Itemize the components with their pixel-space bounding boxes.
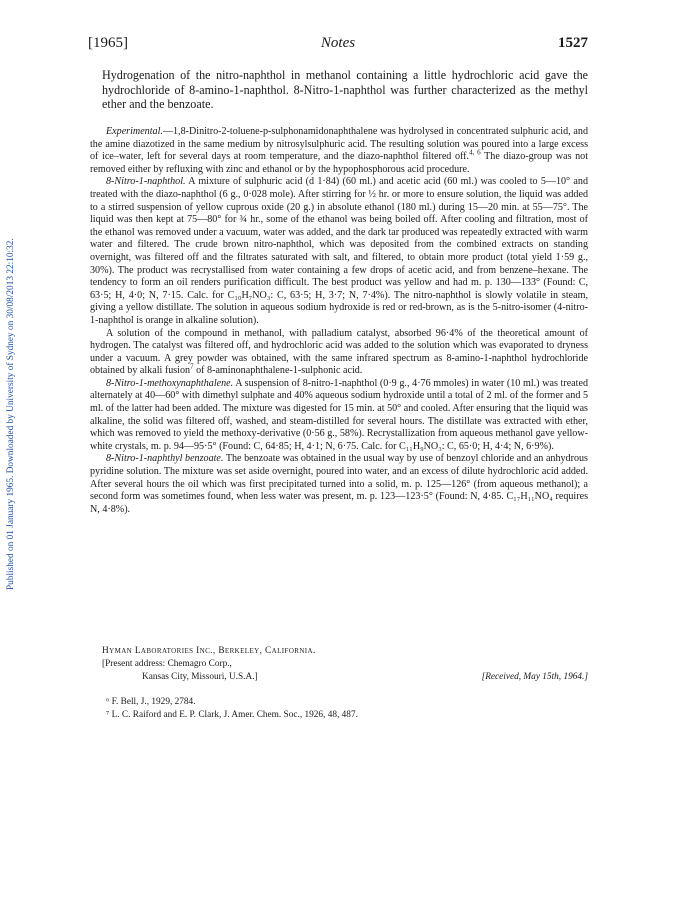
abstract-paragraph: Hydrogenation of the nitro-naphthol in methanol containing a little hydrochloric acid gave the hydrochloride of 8-amino-1-naphthol. 8-Nitro-1-naphthol was further characterized as the methyl ether and the benzoate. (102, 68, 588, 111)
paragraph-label: Experimental. (106, 126, 163, 137)
paragraph-text: —1,8-Dinitro-2-toluene-p-sulphonamidonaphthalene was hydrolysed in concentrated sulphuric acid, and the amine diazotized in the same medium by nitrosylsulphuric acid. The resulting solution was poured into a large excess of ice–water, left for several days at room temperature, and the diazo-naphthol filtered off. (90, 126, 588, 163)
present-address-line: [Present address: Chemagro Corp., (102, 659, 232, 670)
download-note-text: Published on 01 January 1965. Downloaded by University of Sydney on 30/08/2013 22:10:32. (6, 238, 16, 590)
reference-item: ⁶ F. Bell, J., 1929, 2784. (106, 697, 196, 707)
affiliation-block (102, 645, 588, 685)
download-sidebar-note (6, 150, 20, 590)
paragraph-experimental (90, 126, 588, 176)
paragraph-text: of 8-aminonaphthalene-1-sulphonic acid. (193, 365, 363, 377)
header-section-title: Notes (320, 35, 356, 51)
header-year: [1965] (88, 35, 128, 51)
present-address-city: Kansas City, Missouri, U.S.A.] (142, 672, 258, 683)
page-number: 1527 (558, 35, 588, 51)
paragraph-hydrogenation (90, 328, 588, 378)
paragraph-naphthyl-benzoate (90, 453, 588, 516)
paragraph-label: 8-Nitro-1-naphthol. (106, 176, 186, 188)
paragraph-label: 8-Nitro-1-methoxynaphthalene. (106, 377, 234, 389)
paragraph-text: A suspension of 8-nitro-1-naphthol (0·9 g., 4·76 mmoles) in water (10 ml.) was treated alternately at 40—60° with dimethyl sulphate and 40% aqueous sodium hydroxide until a total of 2 ml. of the former and 5 ml. of the latter had been added. The mixture was digested for 15 min. at 50° and cooled. After ensuring that the liquid was alkaline, the solid was filtered off, washed, and steam-distilled for several hours. The distillate was extracted with ether, which was removed to yield the methoxy-derivative (0·56 g., 58%). Recrystallization from aqueous methanol gave yellow-white crystals, m. p. 94—95·5° (Found: C, 64·85; H, 4·1; N, 6·75. Calc. for C₁₁H₉NO₃: C, 65·0; H, 4·4; N, 6·9%). (90, 377, 588, 452)
reference-item: ⁷ L. C. Raiford and E. P. Clark, J. Amer. Chem. Soc., 1926, 48, 487. (106, 709, 358, 720)
references-list (106, 696, 586, 721)
citation-superscript: 7 (190, 362, 194, 371)
paragraph-text: A solution of the compound in methanol, with palladium catalyst, absorbed 96·4% of the theoretical amount of hydrogen. The catalyst was filtered off, and hydrochloric acid was added to the solution which was evaporated to dryness under a vacuum. A grey powder was obtained, with the same infrared spectrum as 8-amino-1-naphthol hydrochloride obtained by alkali fusion (90, 327, 588, 377)
paragraph-text: The diazo-group was not removed either by refluxing with zinc and ethanol or by the hypophosphorous acid procedure. (90, 151, 589, 175)
received-date: [Received, May 15th, 1964.] (481, 672, 588, 683)
paragraph-text: The benzoate was obtained in the usual way by use of benzoyl chloride and an anhydrous pyridine solution. The mixture was set aside overnight, poured into water, and an excess of dilute hydrochloric acid added. After several hours the oil which was first precipitated turned into a solid, m. p. 125—126° (from aqueous methanol); a second form was sometimes found, when less water was present, m. p. 123—123·5° (Found: N, 4·85. C₁₇H₁₁NO₄ requires N, 4·8%). (90, 453, 588, 515)
paragraph-label: 8-Nitro-1-naphthyl benzoate. (106, 453, 224, 465)
paragraph-methoxynaphthalene (90, 378, 588, 454)
citation-superscript: 4, 6 (469, 148, 481, 157)
experimental-section (90, 126, 588, 516)
page-header (88, 35, 588, 57)
paragraph-text: A mixture of sulphuric acid (d 1·84) (60 ml.) and acetic acid (60 ml.) was cooled to 5—10° and treated with the diazo-naphthol (6 g., 0·028 mole). After stirring for ½ hr. or more to ensure solution, the liquid was added to a stirred suspension of yellow cuprous oxide (20 g.) in absolute ethanol (180 ml.) during 15—20 min. at 55—75°. The liquid was then kept at 75—80° for ¾ hr., some of the ethanol was being boiled off. After cooling and filtration, most of the ethanol was removed under a vacuum, water was added, and the dark tar produced was repeatedly extracted with warm water and filtered. The crude brown nitro-naphthol, which was deposited from the combined extracts on standing overnight, was filtered off and the filtrates saturated with salt, and filtered, to obtain more product (total yield 1·59 g., 30%). The product was recrystallised from water containing a few drops of acetic acid, and from benzene–hexane. The tendency to form an oil renders purification difficult. The best product was yellow and had m. p. 130—133° (Found: C, 63·5; H, 4·0; N, 7·15. Calc. for C₁₀H₇NO₃: C, 63·5; H, 3·7; N, 7·4%). The nitro-naphthol is slowly volatile in steam, giving a yellow distillate. The solution in aqueous sodium hydroxide is red or red-brown, as is the 5-nitro-isomer (4-nitro-1-naphthol is orange in alkaline solution). (90, 176, 588, 326)
paragraph-nitro-naphthol (90, 176, 588, 327)
affiliation-line: Hyman Laboratories Inc., Berkeley, California. (102, 646, 316, 656)
